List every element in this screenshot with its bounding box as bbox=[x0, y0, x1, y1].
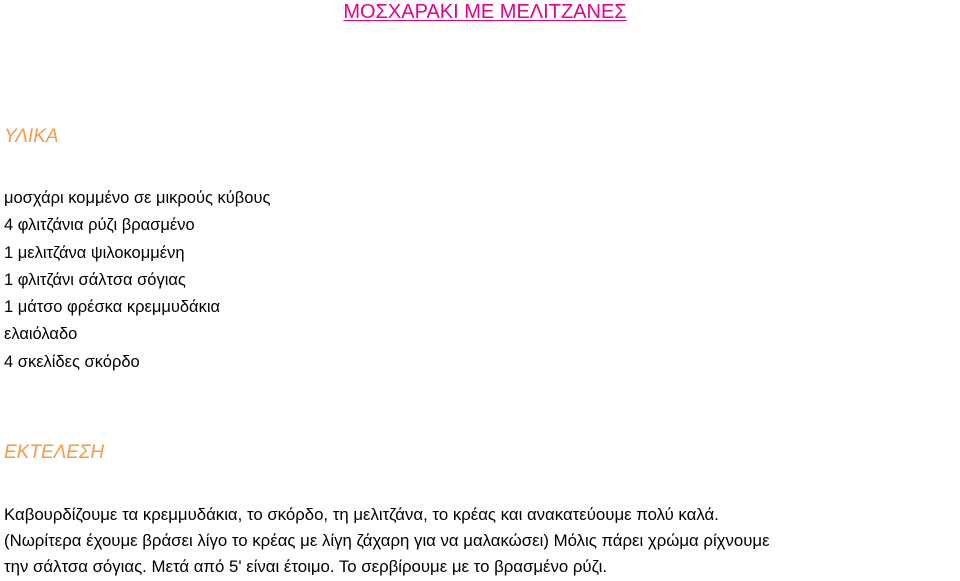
ingredient-item: μοσχάρι κομμένο σε μικρούς κύβους bbox=[4, 189, 271, 207]
ingredient-item: 1 μάτσο φρέσκα κρεμμυδάκια bbox=[4, 298, 221, 317]
ingredient-item: 4 φλιτζάνια ρύζι βρασμένο bbox=[4, 216, 195, 235]
ingredient-item: 1 φλιτζάνι σάλτσα σόγιας bbox=[4, 270, 186, 289]
ingredient-item: ελαιόλαδο bbox=[4, 325, 78, 344]
method-paragraph bbox=[4, 502, 960, 580]
method-line: (Νωρίτερα έχουμε βράσει λίγο το κρέας με λίγη ζάχαρη για να μαλακώσει) Μόλις πάρει χρώμα ρίχνουμε bbox=[4, 531, 770, 550]
method-heading: ΕΚΤΕΛΕΣΗ bbox=[4, 442, 105, 463]
ingredients-heading: ΥΛΙΚΑ bbox=[4, 126, 59, 147]
ingredient-list bbox=[4, 185, 270, 376]
page-title: ΜΟΣΧΑΡΑΚΙ ΜΕ ΜΕΛΙΤΖΑΝΕΣ bbox=[343, 1, 627, 23]
ingredient-item: 4 σκελίδες σκόρδο bbox=[4, 352, 140, 371]
method-line: Καβουρδίζουμε τα κρεμμυδάκια, το σκόρδο, τη μελιτζάνα, το κρέας και ανακατεύουμε πολύ καλά. bbox=[4, 505, 719, 524]
method-line: την σάλτσα σόγιας. Μετά από 5' είναι έτοιμο. Το σερβίρουμε με το βρασμένο ρύζι. bbox=[4, 557, 608, 576]
ingredient-item: 1 μελιτζάνα ψιλοκομμένη bbox=[4, 243, 185, 262]
